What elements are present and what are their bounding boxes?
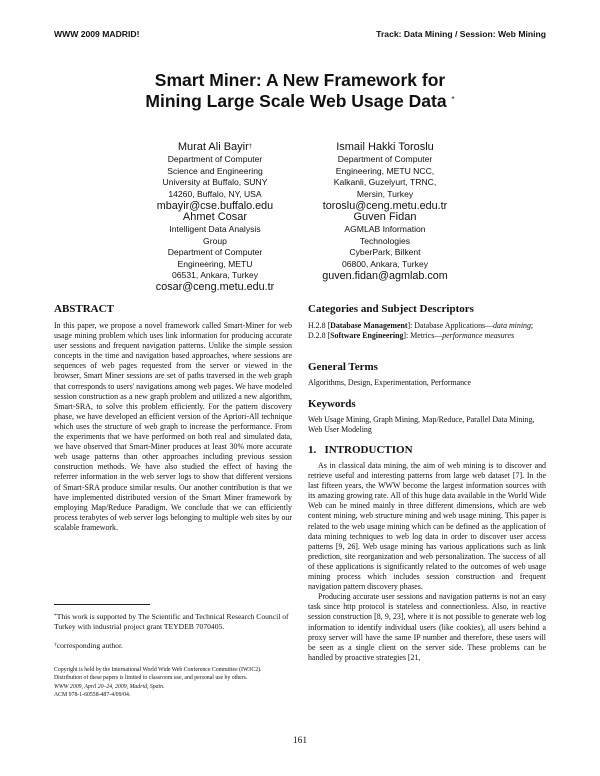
copyright-notice xyxy=(54,666,290,700)
author-affiliation-line: Department of Computer xyxy=(167,154,263,165)
title-line-1: Smart Miner: A New Framework for xyxy=(154,70,446,90)
author-email: cosar@ceng.metu.edu.tr xyxy=(155,281,275,294)
author-affiliation-line: Group xyxy=(203,235,227,246)
categories-heading: Categories and Subject Descriptors xyxy=(308,303,474,315)
abstract-text: In this paper, we propose a novel framework called Smart-Miner for web usage mining problem which uses link information for producing accurate user sessions and frequent navigation patterns. Unlike the simple session concepts in the time and navigation based approaches, where sessions are sequences of web pages requested from the server or viewed in the browser, Smart Miner sessions are set of paths traversed in the web graph that corresponds to users' navigations among web pages. We have modeled session construction as a new graph problem and utilized a new algorithm, Smart-SRA, to solve this problem efficiently. For the pattern discovery phase, we have developed an efficient version of the Apriori-All technique which uses the structure of web graph to increase the performance. From the experiments that we have performed on both real and simulated data, we have observed that Smart-Miner produces at least 30% more accurate web usage patterns than other approaches including previous session construction methods. We have also studied the effect of having the referrer information in the web server logs to show that different versions of Smart-SRA produce similar results. Our another contribution is that we have implemented distributed version of the Smart Miner framework by employing Map/Reduce Paradigm. We conclude that we can efficiently process terabytes of web server logs belonging to multiple web sites by our scalable framework. xyxy=(54,321,292,532)
author-block-1 xyxy=(130,142,300,212)
author-affiliation-line: AGMLAB Information xyxy=(344,224,426,235)
author-affiliation-line: 06531, Ankara, Turkey xyxy=(172,270,258,281)
running-header-right: Track: Data Mining / Session: Web Mining xyxy=(376,29,546,39)
introduction-paragraph-1: As in classical data mining, the aim of web mining is to discover and retrieve useful and interesting patterns from large web dataset [7]. In the last fifteen years, the WWW become the largest information sources with its amazing growing rate. All of this huge data available in the World Wide Web can be mined mainly in three different dimensions, which are web content mining, web structure mining and web usage mining. This paper is related to the web usage mining which can be defined as the application of data mining techniques to web log data in order to discover user access patterns [9, 26]. Web usage mining has various applications such as link prediction, site reorganization and web personalization. The success of all of these applications is significantly related to the outcomes of web usage mining process which includes session construction and frequent navigation pattern discovery phases. xyxy=(308,461,546,592)
copyright-text: Copyright is held by the International World Wide Web Conference Committee (IW3C2). Distribution of these papers is limited to classroom use, and personal use by others. xyxy=(54,667,262,682)
paper-title xyxy=(54,70,546,112)
author-affiliation-line: Engineering, METU xyxy=(177,258,253,269)
keywords-heading: Keywords xyxy=(308,398,356,410)
page-number: 161 xyxy=(292,736,308,746)
general-terms-heading: General Terms xyxy=(308,361,378,373)
abstract-heading: ABSTRACT xyxy=(54,303,114,315)
author-name: Ahmet Cosar xyxy=(182,211,248,223)
title-footnote-mark: * xyxy=(451,95,455,104)
author-affiliation-line: Department of Computer xyxy=(167,247,263,258)
general-terms-section xyxy=(308,361,546,388)
introduction-heading: 1. INTRODUCTION xyxy=(308,444,413,456)
acm-isbn: ACM 978-1-60558-487-4/09/04. xyxy=(54,692,131,699)
categories-section xyxy=(308,303,546,341)
title-line-2: Mining Large Scale Web Usage Data xyxy=(145,91,447,111)
author-email: mbayir@cse.buffalo.edu xyxy=(156,200,274,213)
introduction-section xyxy=(308,444,546,663)
abstract-section xyxy=(54,303,292,533)
author-name: Murat Ali Bayir† xyxy=(177,141,253,153)
author-affiliation-line: Engineering, METU NCC, xyxy=(335,165,435,176)
author-affiliation-line: Mersin, Turkey xyxy=(356,188,414,199)
author-affiliation-line: Science and Engineering xyxy=(167,165,263,176)
introduction-paragraph-2: Producing accurate user sessions and navigation patterns is not an easy task since http protocol is stateless and connectionless. Also, in reactive session construction [8, 9, 23], where it is not possible to generate web log information to identify individual users (like cookies), all users behind a proxy server will have the same IP number and therefore, these users will be seen as a single client on the server side. These problems can be handled by proactive strategies [21, xyxy=(308,592,546,662)
author-affiliation-line: Technologies xyxy=(359,235,411,246)
author-affiliation-line: CyberPark, Bilkent xyxy=(349,247,421,258)
conference-info: WWW 2009, April 20–24, 2009, Madrid, Spain. xyxy=(54,683,165,690)
corresponding-author-mark: † xyxy=(248,144,253,150)
general-terms-text: Algorithms, Design, Experimentation, Performance xyxy=(308,378,472,387)
author-affiliation-line: University at Buffalo, SUNY xyxy=(162,177,268,188)
author-email: guven.fidan@agmlab.com xyxy=(322,270,448,283)
author-affiliation-line: 14260, Buffalo, NY, USA xyxy=(168,188,262,199)
author-affiliation-line: Kalkanli, Guzelyurt, TRNC, xyxy=(333,177,437,188)
author-affiliation-line: 06800, Ankara, Turkey xyxy=(342,258,428,269)
author-affiliation-line: Intelligent Data Analysis xyxy=(169,224,261,235)
keywords-text: Web Usage Mining, Graph Mining, Map/Reduce, Parallel Data Mining, Web User Modeling xyxy=(308,415,535,435)
author-block-2 xyxy=(300,142,470,212)
running-header-left: WWW 2009 MADRID! xyxy=(54,29,140,39)
footnote-rule xyxy=(54,604,150,605)
footnote-funding: *This work is supported by The Scientific and Technical Research Council of Turkey with industrial project grant TEYDEB 7070405. xyxy=(54,612,289,631)
footnote-corresponding: †corresponding author. xyxy=(54,641,123,650)
categories-text: H.2.8 [Database Management]: Database Applications—data mining; D.2.8 [Software Engineering]: Metrics—performance measures xyxy=(308,321,534,341)
author-email: toroslu@ceng.metu.edu.tr xyxy=(322,200,448,213)
author-block-3 xyxy=(130,212,300,293)
author-name: Ismail Hakki Toroslu xyxy=(336,141,434,153)
author-block-4 xyxy=(300,212,470,282)
author-name: Guven Fidan xyxy=(353,211,417,223)
keywords-section xyxy=(308,398,546,435)
author-affiliation-line: Department of Computer xyxy=(337,154,433,165)
